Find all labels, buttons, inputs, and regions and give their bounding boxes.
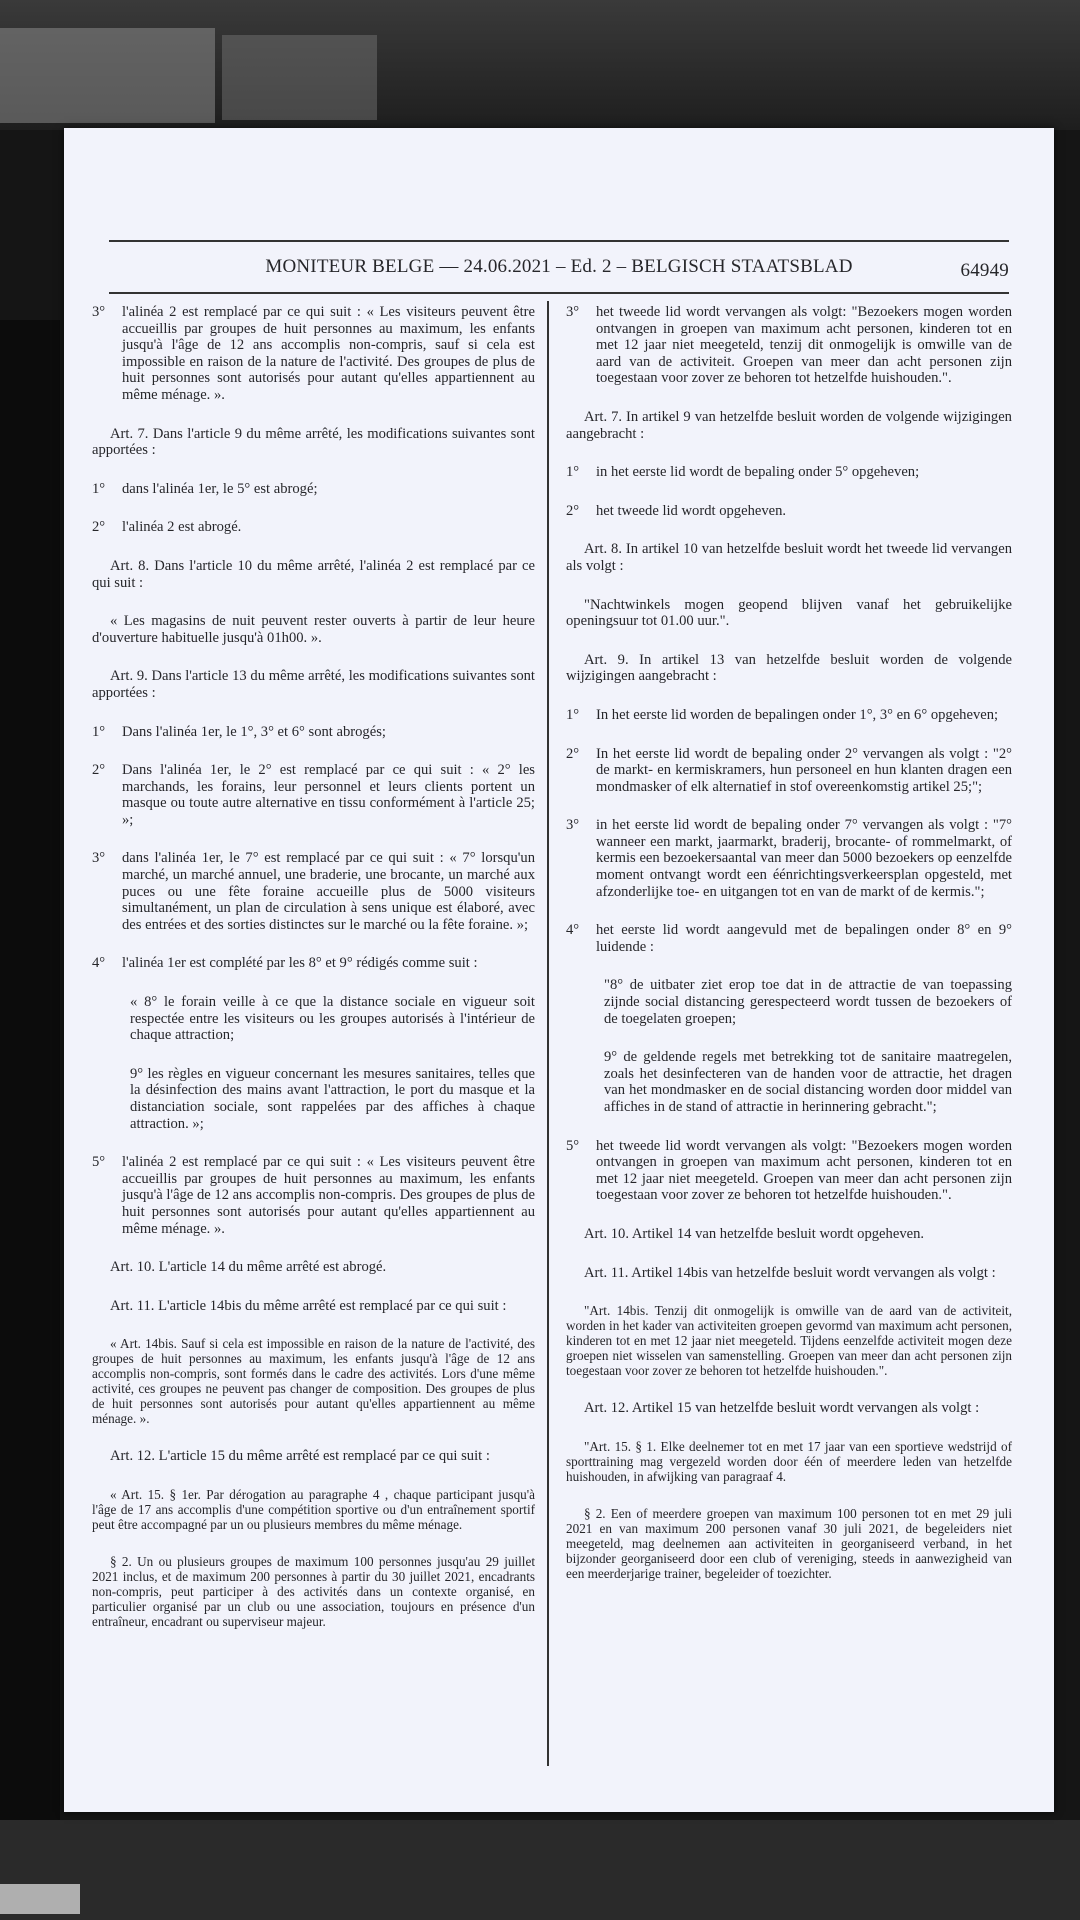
article-label: Art. 12. <box>110 1448 155 1465</box>
article-10 <box>92 1259 535 1276</box>
article-label: Art. 12. <box>584 1400 629 1417</box>
item-text: In het eerste lid wordt de bepaling onder 2° vervangen als volgt : "2° de markt- en kermiskramers, hun personeel en hun klanten dragen een mondmasker of elk alternatief in stof overeenkomstig artikel 25;"; <box>596 745 1012 795</box>
list-item <box>566 922 1012 955</box>
quote-text: « Art. 14bis. Sauf si cela est impossible en raison de la nature de l'activité, des groupes de huit personnes au maximum, les enfants jusqu'à l'âge de 12 ans accomplis non-compris, sont formés dans le cadre des activités. Lors d'une même activité, ces groupes ne peuvent pas changer de composition. Des groupes de plus de huit personnes sont autorisés pour autant qu'elles appartiennent au même ménage. ». <box>92 1336 535 1427</box>
item-number: 4° <box>566 922 580 939</box>
article-text: In artikel 9 van hetzelfde besluit worden de volgende wijzigingen aangebracht : <box>566 408 1012 442</box>
page-number: 64949 <box>960 260 1009 281</box>
list-item <box>566 817 1012 900</box>
article-label: Art. 8. <box>584 541 622 558</box>
article-label: Art. 11. <box>110 1297 155 1314</box>
list-item <box>92 481 535 498</box>
article-text: Dans l'article 10 du même arrêté, l'alinéa 2 est remplacé par ce qui suit : <box>92 557 535 591</box>
item-number: 5° <box>566 1137 580 1154</box>
article-label: Art. 9. <box>110 668 148 685</box>
item-text: In het eerste lid worden de bepalingen onder 1°, 3° en 6° opgeheven; <box>596 706 999 723</box>
article-8 <box>566 541 1012 574</box>
article-text: Dans l'article 13 du même arrêté, les modifications suivantes sont apportées : <box>92 668 535 701</box>
list-item <box>92 955 535 972</box>
page-header <box>109 252 1009 286</box>
item-text: dans l'alinéa 1er, le 7° est remplacé par ce qui suit : « 7° lorsqu'un marché, un marché annuel, une braderie, une brocante, un marché aux puces ou une fête foraine accueille plus de 5000 visiteurs simultanément, un plan de circulation à sens unique est élaboré, avec des entrées et des sorties distinctes sur le marché ou la fête foraine. »; <box>122 850 535 933</box>
item-number: 2° <box>566 502 580 519</box>
display-frame <box>0 320 60 1920</box>
article-label: Art. 10. <box>110 1259 155 1276</box>
item-number: 1° <box>566 464 580 481</box>
window-pane <box>222 35 377 120</box>
list-item <box>566 503 1012 520</box>
item-number: 3° <box>566 304 580 320</box>
list-item <box>566 1138 1012 1204</box>
article-text: Artikel 14 van hetzelfde besluit wordt opgeheven. <box>631 1225 925 1242</box>
article-text: In artikel 13 van hetzelfde besluit worden de volgende wijzigingen aangebracht : <box>566 651 1012 685</box>
article-label: Art. 10. <box>584 1225 629 1242</box>
item-number: 1° <box>92 723 106 740</box>
item-text: het tweede lid wordt vervangen als volgt: "Bezoekers mogen worden ontvangen in groepen van maximum acht personen, kinderen tot en met 12 jaar niet meegeteld. Groepen van meer dan acht personen zijn toegestaan voor zover ze behoren tot hetzelfde huishouden.". <box>596 1137 1012 1204</box>
header-rule <box>109 292 1009 294</box>
window-pane <box>0 28 215 123</box>
list-item <box>92 304 535 404</box>
item-text: in het eerste lid wordt de bepaling onder 5° opgeheven; <box>596 464 920 481</box>
quote-text: "Art. 14bis. Tenzij dit onmogelijk is omwille van de aard van de activiteit, worden in het kader van activiteiten groepen gevormd van maximum acht personen, kinderen tot en met 12 jaar niet meegeteld. Tijdens eenzelfde activiteit mogen deze groepen niet wisselen van samenstelling. Groepen van meer dan acht personen zijn toegestaan voor zover ze behoren tot hetzelfde huishouden.". <box>566 1303 1012 1379</box>
header-title: MONITEUR BELGE — 24.06.2021 – Ed. 2 – BELGISCH STAATSBLAD <box>265 256 853 277</box>
article-label: Art. 11. <box>584 1264 629 1281</box>
quote-text: "8° de uitbater ziet erop toe dat in de attractie de van toepassing zijnde social distancing gerespecteerd wordt tussen de bezoekers of de toegelaten groepen; <box>604 977 1012 1027</box>
item-number: 1° <box>92 480 106 497</box>
article-7 <box>566 409 1012 442</box>
list-item <box>566 464 1012 481</box>
item-text: l'alinéa 1er est complété par les 8° et 9° rédigés comme suit : <box>122 955 478 972</box>
paper-note <box>0 1884 80 1914</box>
item-text: Dans l'alinéa 1er, le 2° est remplacé par ce qui suit : « 2° les marchands, les forains, leur personnel et leurs clients portent un masque ou toute autre alternative en tissu conformément à l'article 25; »; <box>122 762 535 828</box>
quote-text: § 2. Een of meerdere groepen van maximum 100 personen tot en met 29 juli 2021 en van maximum 200 personen vanaf 30 juli 2021, de begeleiders niet meegeteld, mag deelnemen aan activiteiten in georganiseerd verband, in het bijzonder georganiseerd door een club of vereniging, steeds in aanwezigheid van een meerderjarige trainer, begeleider of toezichter. <box>566 1505 1012 1581</box>
gazette-page <box>64 128 1054 1812</box>
quote-text: "Nachtwinkels mogen geopend blijven vanaf het gebruikelijke openingsuur tot 01.00 uur.". <box>566 596 1012 630</box>
article-label: Art. 7. <box>110 425 149 442</box>
item-number: 2° <box>566 745 580 762</box>
article-9 <box>566 652 1012 685</box>
article-text: L'article 14bis du même arrêté est remplacé par ce qui suit : <box>158 1297 507 1314</box>
article-label: Art. 7. <box>584 408 623 425</box>
article-label: Art. 9. <box>584 651 629 668</box>
quote-text: « Art. 15. § 1er. Par dérogation au paragraphe 4 , chaque participant jusqu'à l'âge de 17 ans accomplis d'une compétition sportive ou d'un entraînement sportif peut être accompagné par un ou plusieurs membres du même ménage. <box>92 1486 535 1532</box>
article-11 <box>566 1265 1012 1282</box>
quote-text: « 8° le forain veille à ce que la distance sociale en vigueur soit respectée entre les visiteurs ou les groupes autorisés à l'intérieur de chaque attraction; <box>130 994 535 1044</box>
item-number: 2° <box>92 762 106 779</box>
quote-text: « Les magasins de nuit peuvent rester ouverts à partir de leur heure d'ouverture habituelle jusqu'à 01h00. ». <box>92 613 535 646</box>
item-text: l'alinéa 2 est abrogé. <box>122 519 242 536</box>
item-text: l'alinéa 2 est remplacé par ce qui suit : « Les visiteurs peuvent être accueillis par groupes de huit personnes au maximum, les enfants jusqu'à l'âge de 12 ans accomplis non-compris. Des groupes de plus de huit personnes sont autorisés pour autant qu'elles appartiennent au même ménage. ». <box>122 1154 535 1237</box>
quote-text: 9° les règles en vigueur concernant les mesures sanitaires, telles que la désinfection des mains avant l'attraction, le port du masque et la distanciation sociale, sont rappelées par des affiches à chaque attraction. »; <box>130 1065 535 1132</box>
list-item <box>92 1154 535 1237</box>
article-label: Art. 8. <box>110 557 150 574</box>
article-10 <box>566 1226 1012 1243</box>
item-text: l'alinéa 2 est remplacé par ce qui suit : « Les visiteurs peuvent être accueillis par groupes de huit personnes au maximum, les enfants jusqu'à l'âge de 12 ans accomplis non-compris, sauf si cela est impossible en raison de la nature de l'activité. Des groupes de plus de huit personnes sont autorisés pour autant qu'elles appartiennent au même ménage. ». <box>122 304 535 403</box>
item-number: 3° <box>566 817 580 834</box>
column-divider <box>547 301 549 1766</box>
article-text: Artikel 15 van hetzelfde besluit wordt vervangen als volgt : <box>631 1400 980 1417</box>
item-text: het tweede lid wordt opgeheven. <box>596 502 787 519</box>
quote-text: "Art. 15. § 1. Elke deelnemer tot en met 17 jaar van een sportieve wedstrijd of sporttraining mag vergezeld worden door één of meerdere leden van hetzelfde huishouden, in afwijking van paragraaf 4. <box>566 1438 1012 1484</box>
item-text: het tweede lid wordt vervangen als volgt: "Bezoekers mogen worden ontvangen in groepen van maximum acht personen, kinderen tot en met 12 jaar niet meegeteld, tenzij dit onmogelijk is omwille van de aard van de activiteit. Groepen van meer dan acht personen zijn toegestaan voor zover ze behoren tot hetzelfde huishouden.". <box>596 304 1012 387</box>
list-item <box>566 746 1012 796</box>
article-text: Artikel 14bis van hetzelfde besluit wordt vervangen als volgt : <box>631 1264 996 1281</box>
item-number: 2° <box>92 519 106 536</box>
article-8 <box>92 558 535 591</box>
quote-text: § 2. Un ou plusieurs groupes de maximum 100 personnes jusqu'au 29 juillet 2021 inclus, et de maximum 200 personnes à partir du 30 juillet 2021, encadrants non-compris, peut participer à des activités dans un contexte organisé, en particulier organisé par un club ou une association, toujours en présence d'un entraîneur, encadrant ou superviseur majeur. <box>92 1553 535 1629</box>
list-item <box>92 724 535 741</box>
article-9 <box>92 668 535 701</box>
article-text: Dans l'article 9 du même arrêté, les modifications suivantes sont apportées : <box>92 425 535 459</box>
list-item <box>92 519 535 536</box>
article-text: L'article 15 du même arrêté est remplacé par ce qui suit : <box>158 1448 490 1465</box>
item-number: 3° <box>92 850 106 867</box>
french-column <box>92 304 535 1651</box>
item-text: het eerste lid wordt aangevuld met de bepalingen onder 8° en 9° luidende : <box>596 922 1012 955</box>
item-number: 5° <box>92 1154 106 1171</box>
article-text: L'article 14 du même arrêté est abrogé. <box>158 1259 387 1276</box>
item-number: 3° <box>92 304 106 320</box>
list-item <box>92 850 535 933</box>
article-11 <box>92 1298 535 1315</box>
floor <box>0 1820 1080 1920</box>
list-item <box>566 304 1012 387</box>
item-number: 4° <box>92 955 106 972</box>
top-rule <box>109 240 1009 242</box>
item-text: in het eerste lid wordt de bepaling onder 7° vervangen als volgt : "7° wanneer een markt, jaarmarkt, braderij, brocante- of rommelmarkt, of kermis een bezoekersaantal van meer dan 5000 bezoekers op eenzelfde moment ontvangt wordt een éénrichtingsverkeersplan opgesteld, met afzonderlijke toe- en uitgangen tot en van de markt of de kermis."; <box>596 817 1012 900</box>
item-text: Dans l'alinéa 1er, le 1°, 3° et 6° sont abrogés; <box>122 723 386 740</box>
article-12 <box>566 1400 1012 1417</box>
list-item <box>92 762 535 828</box>
item-text: dans l'alinéa 1er, le 5° est abrogé; <box>122 480 318 497</box>
article-7 <box>92 426 535 459</box>
dutch-column <box>566 304 1012 1603</box>
item-number: 1° <box>566 706 580 723</box>
article-12 <box>92 1448 535 1465</box>
list-item <box>566 707 1012 724</box>
article-text: In artikel 10 van hetzelfde besluit wordt het tweede lid vervangen als volgt : <box>566 541 1012 574</box>
quote-text: 9° de geldende regels met betrekking tot de sanitaire maatregelen, zoals het desinfecteren van de handen voor de attractie, het dragen van het mondmasker en de social distancing worden door middel van affiches in de stand of attractie in herinnering gebracht."; <box>604 1049 1012 1115</box>
background-window <box>0 0 1080 130</box>
